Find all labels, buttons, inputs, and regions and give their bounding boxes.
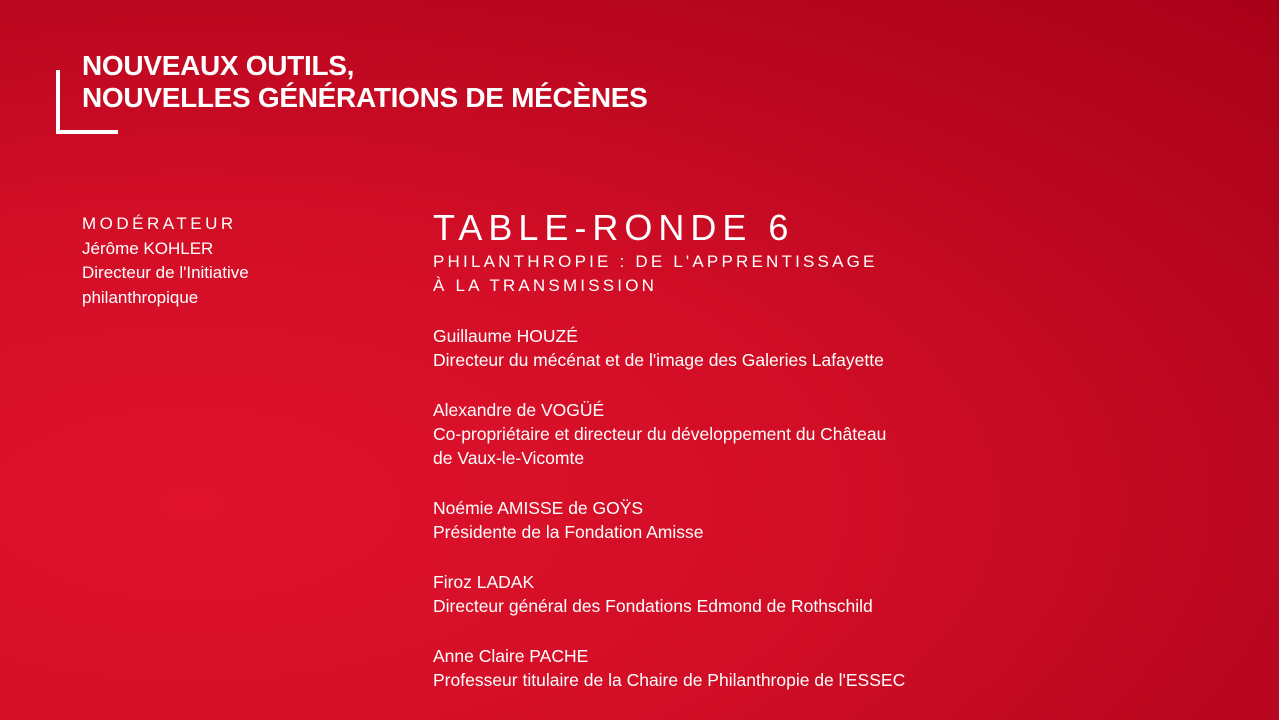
panelist-name: Noémie AMISSE de GOŸS xyxy=(433,498,644,518)
moderator-name: Jérôme KOHLER xyxy=(82,238,214,258)
panelist-role: Directeur du mécénat et de l'image des Galeries Lafayette xyxy=(433,350,884,370)
title-line-2: NOUVELLES GÉNÉRATIONS DE MÉCÈNES xyxy=(82,82,648,113)
round-subtitle-line-1: PHILANTHROPIE : DE L'APPRENTISSAGE xyxy=(433,252,878,271)
moderator-block xyxy=(82,212,249,310)
slide-title xyxy=(82,50,648,114)
panelist-role: Co-propriétaire et directeur du développement du Château xyxy=(433,424,887,444)
panelist xyxy=(433,644,905,692)
panelist-role: de Vaux-le-Vicomte xyxy=(433,448,585,468)
title-bracket-horizontal xyxy=(56,130,118,134)
panelist-role: Directeur général des Fondations Edmond de Rothschild xyxy=(433,596,873,616)
panelist-name: Anne Claire PACHE xyxy=(433,646,589,666)
title-line-1: NOUVEAUX OUTILS, xyxy=(82,50,355,81)
title-bracket-vertical xyxy=(56,70,60,134)
panelist-list xyxy=(433,324,905,718)
panelist-name: Guillaume HOUZÉ xyxy=(433,326,578,346)
panelist xyxy=(433,398,905,470)
moderator-label: MODÉRATEUR xyxy=(82,214,237,233)
moderator-role-line-1: Directeur de l'Initiative xyxy=(82,263,249,282)
panelist-role: Professeur titulaire de la Chaire de Philanthropie de l'ESSEC xyxy=(433,670,906,690)
round-table-header xyxy=(433,206,878,298)
panelist xyxy=(433,570,905,618)
round-subtitle-line-2: À LA TRANSMISSION xyxy=(433,276,658,295)
moderator-role-line-2: philanthropique xyxy=(82,287,199,307)
round-title: TABLE-RONDE 6 xyxy=(433,207,795,248)
panelist-name: Alexandre de VOGÜÉ xyxy=(433,400,605,420)
panelist-role: Présidente de la Fondation Amisse xyxy=(433,522,704,542)
panelist xyxy=(433,496,905,544)
panelist xyxy=(433,324,905,372)
panelist-name: Firoz LADAK xyxy=(433,572,535,592)
